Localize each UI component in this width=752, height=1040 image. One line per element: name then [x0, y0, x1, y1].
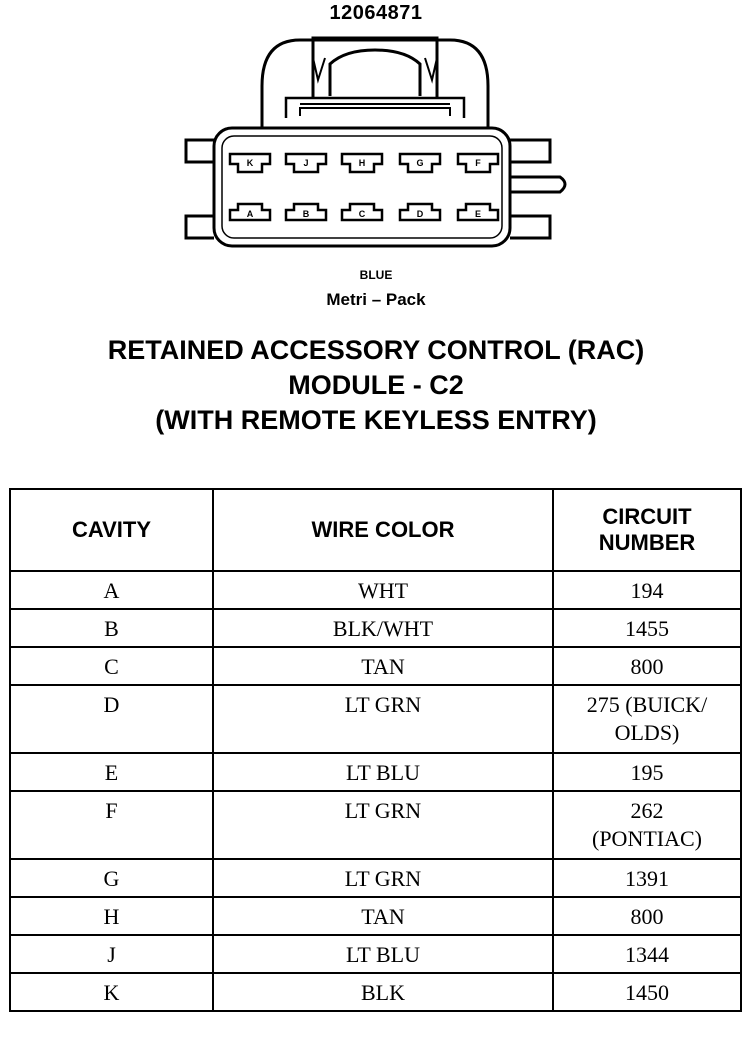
cell-cavity: H — [10, 897, 213, 935]
connector-diagram — [0, 0, 752, 270]
cell-cavity: B — [10, 609, 213, 647]
cell-circuit: 1344 — [553, 935, 741, 973]
diagram-title — [0, 333, 752, 438]
cell-circuit — [553, 685, 741, 753]
cavity-k-label: K — [246, 158, 254, 168]
cavity-g-label: G — [416, 158, 424, 168]
cell-cavity: C — [10, 647, 213, 685]
cavity-a-label: A — [246, 209, 254, 219]
table-row — [10, 973, 741, 1011]
cell-wire-color: LT GRN — [213, 685, 553, 753]
table-row — [10, 791, 741, 859]
table-row — [10, 609, 741, 647]
title-line-3: (WITH REMOTE KEYLESS ENTRY) — [155, 405, 597, 435]
cell-cavity: J — [10, 935, 213, 973]
cell-cavity: K — [10, 973, 213, 1011]
cell-wire-color: BLK — [213, 973, 553, 1011]
cell-circuit: 1450 — [553, 973, 741, 1011]
cell-circuit: 194 — [553, 571, 741, 609]
header-wire-color: WIRE COLOR — [213, 489, 553, 571]
cell-circuit-line-1: 275 (BUICK/ — [586, 692, 708, 717]
header-circuit-number — [553, 489, 741, 571]
header-circuit-line-1: CIRCUIT — [602, 504, 692, 529]
connector-type: Metri – Pack — [326, 290, 426, 309]
cell-wire-color: LT GRN — [213, 791, 553, 859]
title-line-1: RETAINED ACCESSORY CONTROL (RAC) — [107, 335, 645, 365]
connector-latch — [262, 38, 488, 130]
cell-cavity: G — [10, 859, 213, 897]
cell-cavity: D — [10, 685, 213, 753]
cell-wire-color: TAN — [213, 647, 553, 685]
cell-wire-color: LT BLU — [213, 935, 553, 973]
cavity-b-label: B — [302, 209, 310, 219]
cavity-d-label: D — [416, 209, 424, 219]
table-row — [10, 859, 741, 897]
cell-circuit: 800 — [553, 647, 741, 685]
cell-wire-color: LT GRN — [213, 859, 553, 897]
cell-circuit-line-1: 262 — [630, 798, 664, 823]
cell-wire-color: LT BLU — [213, 753, 553, 791]
connector-body — [214, 128, 510, 246]
pinout-table — [9, 488, 742, 1012]
cell-circuit-line-2: OLDS) — [614, 720, 680, 745]
table-row — [10, 685, 741, 753]
cell-circuit: 1455 — [553, 609, 741, 647]
table-row — [10, 571, 741, 609]
cell-circuit: 800 — [553, 897, 741, 935]
cavity-j-label: J — [303, 158, 309, 168]
cell-cavity: F — [10, 791, 213, 859]
table-row — [10, 935, 741, 973]
title-line-2: MODULE - C2 — [288, 370, 464, 400]
cavity-h-label: H — [358, 158, 366, 168]
cell-circuit: 195 — [553, 753, 741, 791]
cell-wire-color: BLK/WHT — [213, 609, 553, 647]
header-circuit-line-2: NUMBER — [598, 530, 696, 555]
connector-part-number: 12064871 — [329, 2, 423, 24]
cell-wire-color: TAN — [213, 897, 553, 935]
table-row — [10, 753, 741, 791]
table-header-row — [10, 489, 741, 571]
connector-color: BLUE — [359, 268, 393, 282]
cell-wire-color: WHT — [213, 571, 553, 609]
cell-circuit: 1391 — [553, 859, 741, 897]
cell-cavity: E — [10, 753, 213, 791]
table-row — [10, 897, 741, 935]
cavity-c-label: C — [358, 209, 366, 219]
header-cavity: CAVITY — [10, 489, 213, 571]
cavity-e-label: E — [474, 209, 482, 219]
cavity-f-label: F — [475, 158, 481, 168]
table-row — [10, 647, 741, 685]
cell-circuit-line-2: (PONTIAC) — [592, 826, 702, 851]
cell-cavity: A — [10, 571, 213, 609]
cell-circuit — [553, 791, 741, 859]
